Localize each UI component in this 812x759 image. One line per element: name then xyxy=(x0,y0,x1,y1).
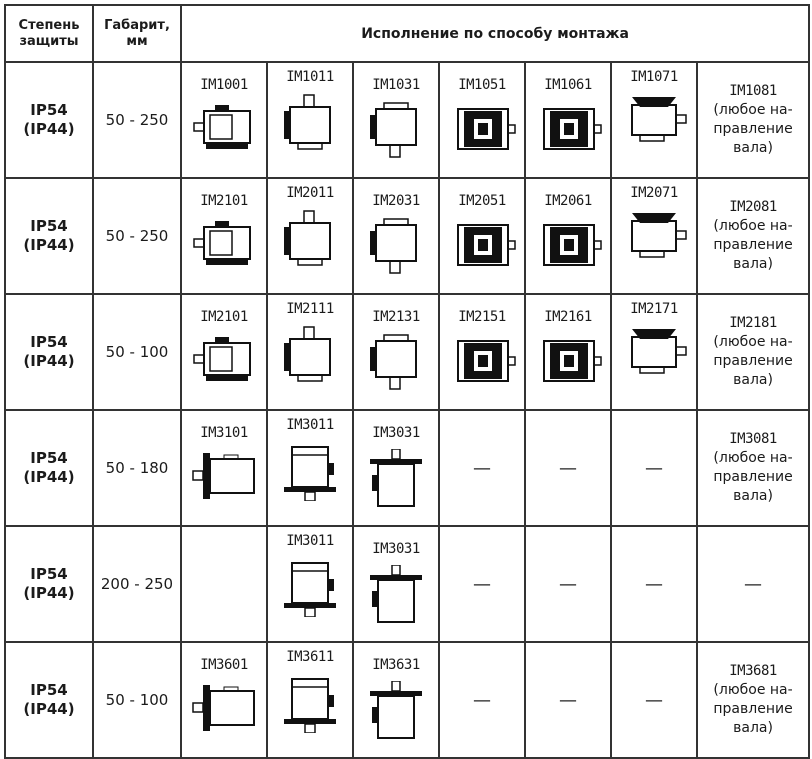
table-row xyxy=(5,526,809,642)
mount-code: IM3611 xyxy=(286,649,334,665)
mount-cell xyxy=(353,294,439,410)
mount-cell xyxy=(267,410,353,526)
not-available-dash: — xyxy=(473,457,491,479)
mount-cell-none xyxy=(439,526,525,642)
motor-mount-diagram-icon xyxy=(362,565,430,625)
size-range: 50 - 100 xyxy=(93,294,181,410)
motor-mount-diagram-icon xyxy=(190,217,258,277)
protection-class: IP54 xyxy=(30,217,68,235)
not-available-dash: — xyxy=(559,457,577,479)
note-line: правление xyxy=(713,469,793,485)
mount-cell-any-direction xyxy=(697,410,809,526)
protection-cell xyxy=(5,294,93,410)
mount-cell-none xyxy=(525,642,611,758)
protection-cell xyxy=(5,526,93,642)
mount-cell xyxy=(353,642,439,758)
mount-code: IM1051 xyxy=(458,77,506,93)
not-available-dash: — xyxy=(559,689,577,711)
mount-cell xyxy=(181,642,267,758)
mount-cell xyxy=(611,178,697,294)
mount-cell-any-direction xyxy=(697,642,809,758)
table-row xyxy=(5,642,809,758)
mount-code: IM3681 xyxy=(729,663,777,679)
note-line: (любое на- xyxy=(713,334,793,350)
mount-code: IM2181 xyxy=(729,315,777,331)
mount-code: IM3101 xyxy=(200,425,248,441)
motor-mount-diagram-icon xyxy=(276,673,344,733)
motor-mount-diagram-icon xyxy=(620,209,688,269)
motor-mount-diagram-icon xyxy=(620,93,688,153)
mount-code: IM2171 xyxy=(630,301,678,317)
motor-mount-diagram-icon xyxy=(362,101,430,161)
not-available-dash: — xyxy=(473,689,491,711)
mount-note xyxy=(698,82,808,158)
mount-code: IM2131 xyxy=(372,309,420,325)
protection-class-alt: (IP44) xyxy=(23,584,75,602)
note-line: правление xyxy=(713,121,793,137)
note-line: (любое на- xyxy=(713,682,793,698)
header-protection: Степень защиты xyxy=(5,5,93,62)
mount-code: IM3011 xyxy=(286,533,334,549)
mount-code: IM2161 xyxy=(544,309,592,325)
mount-code: IM2111 xyxy=(286,301,334,317)
protection-cell xyxy=(5,642,93,758)
motor-mount-diagram-icon xyxy=(362,681,430,741)
mount-cell xyxy=(267,62,353,178)
motor-mount-diagram-icon xyxy=(448,101,516,161)
mount-code: IM1001 xyxy=(200,77,248,93)
not-available-dash: — xyxy=(559,573,577,595)
table-row xyxy=(5,178,809,294)
mount-cell-none xyxy=(611,410,697,526)
note-line: вала) xyxy=(733,256,773,272)
protection-class: IP54 xyxy=(30,333,68,351)
mount-code: IM2031 xyxy=(372,193,420,209)
mount-cell xyxy=(525,62,611,178)
note-line: (любое на- xyxy=(713,102,793,118)
mount-cell xyxy=(611,62,697,178)
note-line: вала) xyxy=(733,372,773,388)
protection-cell xyxy=(5,62,93,178)
note-line: правление xyxy=(713,237,793,253)
protection-class-alt: (IP44) xyxy=(23,120,75,138)
note-line: правление xyxy=(713,701,793,717)
mount-cell xyxy=(525,294,611,410)
mount-cell xyxy=(181,62,267,178)
header-size: Габарит, мм xyxy=(93,5,181,62)
mount-cell xyxy=(525,178,611,294)
table-row xyxy=(5,410,809,526)
protection-class: IP54 xyxy=(30,449,68,467)
table-row xyxy=(5,62,809,178)
mount-cell xyxy=(181,178,267,294)
mount-code: IM2061 xyxy=(544,193,592,209)
mount-cell xyxy=(439,62,525,178)
mount-code: IM1061 xyxy=(544,77,592,93)
mount-cell-none xyxy=(525,526,611,642)
table-row xyxy=(5,294,809,410)
size-range: 50 - 100 xyxy=(93,642,181,758)
motor-mount-diagram-icon xyxy=(190,449,258,509)
mount-code: IM2081 xyxy=(729,199,777,215)
protection-class-alt: (IP44) xyxy=(23,700,75,718)
motor-mount-diagram-icon xyxy=(534,333,602,393)
mount-code: IM2011 xyxy=(286,185,334,201)
mount-cell-any-direction xyxy=(697,62,809,178)
mount-cell xyxy=(181,410,267,526)
mount-cell-none xyxy=(439,642,525,758)
mount-cell-none xyxy=(611,642,697,758)
mount-code: IM1071 xyxy=(630,69,678,85)
protection-class-alt: (IP44) xyxy=(23,352,75,370)
motor-mount-diagram-icon xyxy=(190,101,258,161)
protection-class-alt: (IP44) xyxy=(23,236,75,254)
mount-code: IM3601 xyxy=(200,657,248,673)
size-range: 200 - 250 xyxy=(93,526,181,642)
note-line: правление xyxy=(713,353,793,369)
motor-mount-diagram-icon xyxy=(448,217,516,277)
motor-mount-diagram-icon xyxy=(534,101,602,161)
mount-code: IM1011 xyxy=(286,69,334,85)
mount-cell xyxy=(267,294,353,410)
mount-code: IM3011 xyxy=(286,417,334,433)
mount-note xyxy=(698,430,808,506)
not-available-dash: — xyxy=(645,573,663,595)
not-available-dash: — xyxy=(744,573,763,595)
mount-cell-none xyxy=(697,526,809,642)
mount-cell xyxy=(439,178,525,294)
mount-code: IM3031 xyxy=(372,541,420,557)
mount-cell xyxy=(267,178,353,294)
mount-code: IM2051 xyxy=(458,193,506,209)
size-range: 50 - 250 xyxy=(93,62,181,178)
motor-mount-diagram-icon xyxy=(190,333,258,393)
mount-cell xyxy=(267,526,353,642)
note-line: (любое на- xyxy=(713,218,793,234)
note-line: вала) xyxy=(733,720,773,736)
mount-code: IM1081 xyxy=(729,83,777,99)
note-line: вала) xyxy=(733,488,773,504)
not-available-dash: — xyxy=(473,573,491,595)
not-available-dash: — xyxy=(645,689,663,711)
protection-cell xyxy=(5,178,93,294)
motor-mount-diagram-icon xyxy=(276,557,344,617)
header-mounting: Исполнение по способу монтажа xyxy=(181,5,809,62)
note-line: вала) xyxy=(733,140,773,156)
protection-class-alt: (IP44) xyxy=(23,468,75,486)
mount-code: IM2101 xyxy=(200,193,248,209)
motor-mount-diagram-icon xyxy=(362,449,430,509)
mount-code: IM3031 xyxy=(372,425,420,441)
size-range: 50 - 250 xyxy=(93,178,181,294)
mount-cell-empty xyxy=(181,526,267,642)
motor-mount-diagram-icon xyxy=(276,325,344,385)
motor-mount-diagram-icon xyxy=(190,681,258,741)
mount-cell xyxy=(267,642,353,758)
mount-cell xyxy=(353,526,439,642)
mount-cell xyxy=(353,62,439,178)
protection-class: IP54 xyxy=(30,681,68,699)
mount-cell-any-direction xyxy=(697,294,809,410)
protection-class: IP54 xyxy=(30,565,68,583)
mount-cell xyxy=(181,294,267,410)
size-range: 50 - 180 xyxy=(93,410,181,526)
mount-code: IM2071 xyxy=(630,185,678,201)
mount-cell xyxy=(353,410,439,526)
motor-mount-diagram-icon xyxy=(620,325,688,385)
mount-cell xyxy=(439,294,525,410)
mount-code: IM3631 xyxy=(372,657,420,673)
mount-cell-none xyxy=(439,410,525,526)
mount-cell-none xyxy=(525,410,611,526)
motor-mount-diagram-icon xyxy=(362,333,430,393)
mount-note xyxy=(698,314,808,390)
motor-mount-diagram-icon xyxy=(362,217,430,277)
mount-note xyxy=(698,662,808,738)
protection-cell xyxy=(5,410,93,526)
motor-mount-diagram-icon xyxy=(276,93,344,153)
motor-mount-diagram-icon xyxy=(276,209,344,269)
header-row xyxy=(5,5,809,62)
mount-cell xyxy=(611,294,697,410)
motor-mount-diagram-icon xyxy=(276,441,344,501)
mount-code: IM2101 xyxy=(200,309,248,325)
note-line: (любое на- xyxy=(713,450,793,466)
motor-mount-diagram-icon xyxy=(534,217,602,277)
mount-code: IM1031 xyxy=(372,77,420,93)
mount-cell-none xyxy=(611,526,697,642)
motor-mount-diagram-icon xyxy=(448,333,516,393)
mount-code: IM3081 xyxy=(729,431,777,447)
mount-note xyxy=(698,198,808,274)
protection-class: IP54 xyxy=(30,101,68,119)
mounting-table xyxy=(4,4,810,759)
mount-cell-any-direction xyxy=(697,178,809,294)
mount-code: IM2151 xyxy=(458,309,506,325)
not-available-dash: — xyxy=(645,457,663,479)
mount-cell xyxy=(353,178,439,294)
